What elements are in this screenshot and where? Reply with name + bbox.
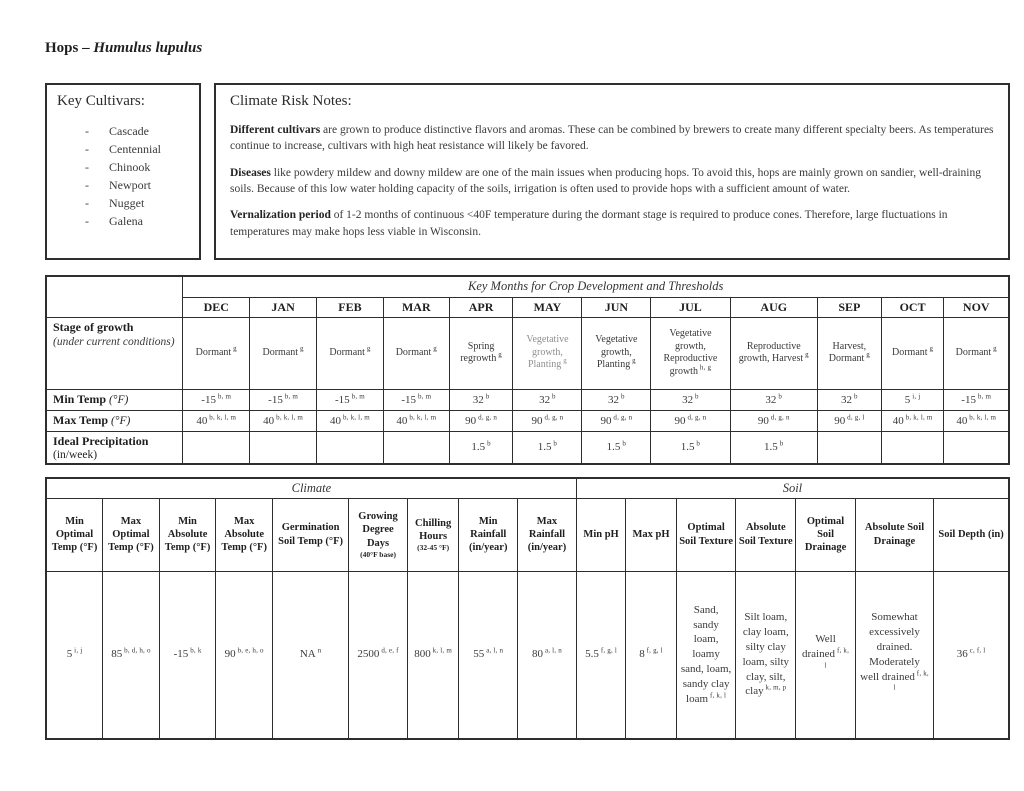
month-header: APR bbox=[449, 297, 513, 317]
column-header-text: Germination Soil Temp (°F) bbox=[278, 522, 344, 547]
dash-bullet: - bbox=[85, 214, 89, 228]
risk-note-lead: Different cultivars bbox=[230, 124, 321, 136]
month-header: JAN bbox=[250, 297, 317, 317]
cell-value: 40 bbox=[330, 414, 342, 427]
cell-footnote: f, g, l bbox=[598, 646, 618, 655]
month-value-cell bbox=[817, 317, 881, 389]
cell-value: 40 bbox=[956, 414, 968, 427]
risk-note-lead: Vernalization period bbox=[230, 209, 331, 222]
cell-footnote: b, e, h, o bbox=[235, 646, 264, 655]
cell-footnote: b, m bbox=[416, 391, 432, 400]
cell-value: 90 bbox=[757, 414, 769, 427]
table-row bbox=[46, 571, 1009, 739]
column-header-text: Min Rainfall (in/year) bbox=[468, 515, 508, 554]
data-value-cell bbox=[676, 571, 736, 739]
data-value-cell bbox=[459, 571, 518, 739]
month-value-cell bbox=[317, 410, 384, 431]
column-header-text: Max pH bbox=[632, 528, 670, 540]
cell-value: 8 bbox=[639, 648, 645, 661]
column-header-text: Absolute Soil Drainage bbox=[864, 522, 925, 547]
month-value-cell bbox=[881, 317, 944, 389]
cell-footnote: b, k, l, m bbox=[903, 412, 933, 421]
dash-bullet: - bbox=[85, 124, 89, 138]
column-header-subtext: (32-45 °F) bbox=[417, 543, 450, 553]
month-header: JUN bbox=[582, 297, 651, 317]
cell-footnote: d, g, n bbox=[542, 412, 564, 421]
month-header: NOV bbox=[944, 297, 1009, 317]
cell-footnote: d, g, n bbox=[611, 412, 633, 421]
cell-value: 55 bbox=[473, 648, 485, 661]
column-header-text: Max Optimal Temp (°F) bbox=[108, 515, 154, 554]
cell-footnote: b, k bbox=[188, 646, 202, 655]
cell-footnote: i, j bbox=[72, 646, 83, 655]
cell-footnote: b, k, l, m bbox=[407, 412, 437, 421]
cell-footnote: b bbox=[550, 391, 556, 400]
cell-footnote: i, j bbox=[910, 391, 921, 400]
data-value-cell bbox=[273, 571, 349, 739]
cell-value: 5 bbox=[904, 393, 911, 406]
month-value-cell bbox=[944, 317, 1009, 389]
cultivar-name: Chinook bbox=[109, 160, 151, 174]
list-item bbox=[57, 194, 189, 212]
top-boxes-row bbox=[45, 83, 1010, 260]
month-value-cell bbox=[183, 431, 250, 464]
column-header bbox=[518, 498, 577, 571]
column-header bbox=[576, 498, 625, 571]
cultivar-name: Newport bbox=[109, 178, 151, 192]
month-value-cell bbox=[651, 410, 730, 431]
cell-footnote: b, k, l, m bbox=[967, 412, 997, 421]
month-value-cell bbox=[449, 389, 513, 410]
cell-value: 1.5 bbox=[606, 441, 621, 454]
column-header-text: Min Optimal Temp (°F) bbox=[51, 515, 98, 554]
cell-footnote: f, k, l bbox=[893, 668, 929, 692]
risk-note-text: are grown to produce distinctive flavors and aromas. These can be combined by brewers to create many different specialty beers. As temperatures continue to increase, cultivars with high heat resistance will likely be favored. bbox=[230, 124, 994, 153]
row-label-note: (in/week) bbox=[53, 448, 98, 461]
month-value-cell bbox=[730, 317, 817, 389]
cell-footnote: d, e, f bbox=[379, 646, 399, 655]
column-header-text: Max Absolute Temp (°F) bbox=[221, 515, 267, 554]
cell-value: 5 bbox=[66, 648, 73, 661]
key-cultivars-title: Key Cultivars: bbox=[57, 93, 145, 109]
column-header bbox=[273, 498, 349, 571]
month-value-cell bbox=[817, 410, 881, 431]
cell-footnote: f, k, l bbox=[708, 691, 727, 700]
cell-value: -15 bbox=[173, 648, 189, 661]
data-value-cell bbox=[46, 571, 103, 739]
data-value-cell bbox=[796, 571, 856, 739]
cell-footnote: b, m bbox=[282, 391, 299, 400]
cell-value: 1.5 bbox=[764, 441, 778, 454]
data-value-cell bbox=[407, 571, 458, 739]
cultivar-name: Cascade bbox=[109, 124, 149, 138]
cell-value: 40 bbox=[263, 414, 275, 427]
data-value-cell bbox=[855, 571, 933, 739]
column-header-text: Absolute Soil Texture bbox=[738, 522, 793, 547]
cell-value: Harvest, Dormant bbox=[828, 340, 867, 364]
dash-bullet: - bbox=[85, 178, 89, 192]
cell-value: 36 bbox=[956, 648, 968, 661]
month-value-cell bbox=[317, 317, 384, 389]
cell-footnote: a, l, n bbox=[484, 646, 504, 655]
column-header-text: Soil Depth (in) bbox=[938, 528, 1004, 540]
month-header: JUL bbox=[651, 297, 730, 317]
cell-footnote: g bbox=[231, 344, 237, 353]
row-label bbox=[46, 317, 183, 389]
month-value-cell bbox=[317, 431, 384, 464]
data-value-cell bbox=[736, 571, 796, 739]
risk-note-text: of 1-2 months of continuous <40F temperature during the dormant stage is required to produce cones. Therefore, large fluctuations in temperatures may make hops less viable in Wisconsin. bbox=[230, 209, 948, 238]
cell-value: Dormant bbox=[329, 346, 365, 358]
month-value-cell bbox=[513, 431, 582, 464]
data-value-cell bbox=[576, 571, 625, 739]
month-value-cell bbox=[383, 389, 449, 410]
month-value-cell bbox=[651, 317, 730, 389]
column-header bbox=[796, 498, 856, 571]
risk-note-paragraph bbox=[230, 165, 994, 198]
month-value-cell bbox=[817, 431, 881, 464]
table-corner-cell bbox=[46, 276, 183, 317]
column-header-text: Optimal Soil Drainage bbox=[804, 515, 847, 554]
cell-value: 5.5 bbox=[585, 648, 599, 661]
cell-value: 1.5 bbox=[471, 441, 486, 454]
cell-footnote: d, g, n bbox=[685, 412, 707, 421]
climate-risk-notes-box bbox=[214, 83, 1010, 260]
cell-footnote: g bbox=[803, 350, 809, 359]
cell-footnote: g bbox=[927, 344, 934, 353]
cell-value: Dormant bbox=[955, 346, 992, 358]
data-value-cell bbox=[216, 571, 273, 739]
cell-value: Dormant bbox=[395, 346, 432, 358]
cell-footnote: c, f, l bbox=[967, 646, 986, 655]
month-value-cell bbox=[944, 431, 1009, 464]
section-header: Climate bbox=[46, 478, 576, 498]
list-item bbox=[57, 158, 189, 176]
cultivar-name: Centennial bbox=[109, 142, 161, 156]
month-value-cell bbox=[250, 317, 317, 389]
month-value-cell bbox=[250, 431, 317, 464]
month-value-cell bbox=[944, 410, 1009, 431]
data-value-cell bbox=[349, 571, 408, 739]
month-header: MAY bbox=[513, 297, 582, 317]
cell-footnote: g bbox=[298, 344, 304, 353]
cell-footnote: b bbox=[483, 391, 490, 400]
cell-value: Dormant bbox=[892, 346, 928, 358]
cell-value: Vegetative growth, Planting bbox=[526, 334, 569, 371]
month-value-cell bbox=[183, 389, 250, 410]
risk-note-paragraph bbox=[230, 207, 994, 240]
cell-value: Silt loam, clay loam, silty clay loam, silty clay, silt, clay bbox=[742, 611, 790, 698]
month-value-cell bbox=[730, 410, 817, 431]
list-item bbox=[57, 122, 189, 140]
cell-footnote: g bbox=[561, 356, 567, 365]
cell-footnote: b, m bbox=[975, 391, 992, 400]
cell-value: -15 bbox=[335, 393, 350, 406]
cell-value: 40 bbox=[196, 414, 208, 427]
cell-footnote: b bbox=[485, 439, 491, 448]
month-value-cell bbox=[383, 431, 449, 464]
column-header bbox=[159, 498, 216, 571]
column-header bbox=[103, 498, 160, 571]
cell-value: 32 bbox=[765, 393, 777, 406]
cell-footnote: k, m, p bbox=[763, 683, 787, 692]
risk-note-lead: Diseases bbox=[230, 166, 271, 179]
cultivar-name: Galena bbox=[109, 214, 143, 228]
cell-value: Somewhat excessively drained. Moderately well drained bbox=[860, 611, 920, 683]
month-value-cell bbox=[881, 410, 944, 431]
cell-footnote: b bbox=[777, 439, 784, 448]
month-value-cell bbox=[449, 317, 513, 389]
cell-footnote: f, k, l bbox=[824, 646, 850, 670]
cell-footnote: b, m bbox=[215, 391, 232, 400]
crop-name: Hops – bbox=[45, 40, 94, 56]
month-header: MAR bbox=[383, 297, 449, 317]
month-value-cell bbox=[183, 317, 250, 389]
row-label bbox=[46, 389, 183, 410]
climate-soil-table bbox=[45, 477, 1010, 740]
cell-value: -15 bbox=[201, 393, 216, 406]
list-item bbox=[57, 176, 189, 194]
column-header bbox=[349, 498, 408, 571]
cell-footnote: g bbox=[630, 356, 636, 365]
cell-value: 40 bbox=[892, 414, 904, 427]
dash-bullet: - bbox=[85, 196, 89, 210]
column-header-text: Min Absolute Temp (°F) bbox=[164, 515, 211, 554]
month-value-cell bbox=[881, 389, 944, 410]
month-header: DEC bbox=[183, 297, 250, 317]
page-content bbox=[45, 40, 1010, 740]
cell-footnote: b bbox=[693, 391, 699, 400]
month-value-cell bbox=[651, 389, 730, 410]
month-value-cell bbox=[383, 317, 449, 389]
cell-footnote: b, d, h, o bbox=[122, 646, 151, 655]
dash-bullet: - bbox=[85, 142, 89, 156]
row-label-note: (°F) bbox=[109, 394, 129, 406]
column-header-text: Chilling Hours bbox=[415, 517, 452, 542]
cell-value: 32 bbox=[841, 393, 853, 406]
column-header bbox=[626, 498, 676, 571]
cell-value: 90 bbox=[531, 414, 543, 427]
month-value-cell bbox=[730, 389, 817, 410]
cell-footnote: f, g, l bbox=[644, 646, 663, 655]
cell-footnote: d, g, n bbox=[768, 412, 790, 421]
cell-footnote: b bbox=[551, 439, 558, 448]
month-value-cell bbox=[513, 389, 582, 410]
month-value-cell bbox=[250, 389, 317, 410]
cell-footnote: g bbox=[864, 350, 870, 359]
cell-value: 85 bbox=[111, 648, 123, 661]
month-value-cell bbox=[183, 410, 250, 431]
row-label-text: Ideal Precipitation bbox=[53, 433, 149, 448]
table-row bbox=[46, 389, 1009, 410]
cell-footnote: b bbox=[619, 391, 625, 400]
row-label-note: (under current conditions) bbox=[53, 335, 175, 348]
cell-footnote: g bbox=[431, 344, 437, 353]
cell-value: 2500 bbox=[357, 648, 380, 661]
cell-footnote: d, g, n bbox=[476, 412, 498, 421]
month-value-cell bbox=[817, 389, 881, 410]
cell-value: 1.5 bbox=[680, 441, 695, 454]
data-value-cell bbox=[518, 571, 577, 739]
row-label bbox=[46, 410, 183, 431]
table-title: Key Months for Crop Development and Thresholds bbox=[183, 276, 1009, 297]
list-item bbox=[57, 212, 189, 230]
climate-risk-notes-title: Climate Risk Notes: bbox=[230, 93, 352, 109]
month-header: SEP bbox=[817, 297, 881, 317]
cell-footnote: b bbox=[852, 391, 858, 400]
column-header bbox=[676, 498, 736, 571]
risk-notes-paragraphs bbox=[230, 122, 994, 240]
scientific-name: Humulus lupulus bbox=[93, 40, 203, 56]
cell-value: Reproductive growth, Harvest bbox=[738, 340, 804, 364]
cell-value: 32 bbox=[472, 393, 484, 406]
cell-value: Well drained bbox=[802, 633, 836, 661]
month-header: FEB bbox=[317, 297, 384, 317]
row-label-note: (°F) bbox=[111, 415, 131, 427]
cell-footnote: g bbox=[364, 344, 371, 353]
cultivars-list bbox=[57, 122, 189, 230]
cell-footnote: n bbox=[315, 646, 322, 655]
cell-footnote: b bbox=[776, 391, 783, 400]
cell-value: 90 bbox=[834, 414, 846, 427]
cell-footnote: k, l, m bbox=[430, 646, 452, 655]
month-value-cell bbox=[582, 317, 651, 389]
column-header bbox=[736, 498, 796, 571]
cell-footnote: h, g bbox=[697, 363, 712, 372]
table-row bbox=[46, 431, 1009, 464]
cultivar-name: Nugget bbox=[109, 196, 145, 210]
month-value-cell bbox=[513, 317, 582, 389]
month-value-cell bbox=[449, 431, 513, 464]
cell-value: 90 bbox=[465, 414, 477, 427]
cell-value: 90 bbox=[674, 414, 686, 427]
cell-value: Sand, sandy loam, loamy sand, loam, sandy clay loam bbox=[680, 603, 732, 705]
cell-value: -15 bbox=[961, 393, 976, 406]
key-cultivars-box bbox=[45, 83, 201, 260]
table-row bbox=[46, 410, 1009, 431]
cell-footnote: g bbox=[496, 350, 502, 359]
cell-value: -15 bbox=[401, 393, 417, 406]
cell-value: 1.5 bbox=[537, 441, 552, 454]
month-value-cell bbox=[582, 431, 651, 464]
month-value-cell bbox=[582, 410, 651, 431]
column-header bbox=[46, 498, 103, 571]
data-value-cell bbox=[626, 571, 676, 739]
cell-value: Vegetative growth, Reproductive growth bbox=[663, 328, 718, 377]
month-value-cell bbox=[317, 389, 384, 410]
cell-value: 800 bbox=[414, 648, 431, 661]
list-item bbox=[57, 140, 189, 158]
column-header bbox=[459, 498, 518, 571]
cell-value: 80 bbox=[532, 648, 543, 661]
cell-value: Dormant bbox=[195, 346, 232, 358]
column-header bbox=[855, 498, 933, 571]
month-value-cell bbox=[582, 389, 651, 410]
data-value-cell bbox=[159, 571, 216, 739]
cell-footnote: b bbox=[694, 439, 701, 448]
cell-footnote: b, k, l, m bbox=[341, 412, 370, 421]
cell-value: 32 bbox=[539, 393, 551, 406]
column-header-text: Min pH bbox=[583, 528, 619, 540]
dash-bullet: - bbox=[85, 160, 89, 174]
cell-footnote: b, m bbox=[349, 391, 365, 400]
column-header-text: Max Rainfall (in/year) bbox=[527, 515, 567, 554]
month-value-cell bbox=[449, 410, 513, 431]
cell-footnote: b, k, l, m bbox=[274, 412, 304, 421]
cell-footnote: b bbox=[620, 439, 627, 448]
cell-value: NA bbox=[299, 648, 316, 661]
cell-footnote: g bbox=[991, 344, 997, 353]
cell-value: 32 bbox=[682, 393, 694, 406]
row-label bbox=[46, 431, 183, 464]
cell-value: 32 bbox=[608, 393, 620, 406]
column-header-text: Optimal Soil Texture bbox=[679, 522, 733, 547]
risk-note-paragraph bbox=[230, 122, 994, 155]
cell-value: -15 bbox=[268, 393, 283, 406]
month-header: OCT bbox=[881, 297, 944, 317]
cell-value: 90 bbox=[600, 414, 612, 427]
month-value-cell bbox=[383, 410, 449, 431]
month-value-cell bbox=[250, 410, 317, 431]
month-value-cell bbox=[651, 431, 730, 464]
cell-footnote: d, g, l bbox=[845, 412, 865, 421]
column-header bbox=[934, 498, 1009, 571]
row-label-text: Min Temp bbox=[53, 392, 110, 406]
month-value-cell bbox=[513, 410, 582, 431]
cell-value: 40 bbox=[396, 414, 408, 427]
month-value-cell bbox=[881, 431, 944, 464]
cell-footnote: a, l, n bbox=[543, 646, 562, 655]
column-header-text: Growing Degree Days bbox=[358, 511, 398, 549]
cell-value: Vegetative growth, Planting bbox=[595, 334, 638, 371]
cell-value: Dormant bbox=[262, 346, 299, 358]
month-value-cell bbox=[730, 431, 817, 464]
section-header: Soil bbox=[576, 478, 1009, 498]
cell-value: 90 bbox=[224, 648, 236, 661]
cell-value: Spring regrowth bbox=[460, 340, 497, 364]
column-header bbox=[216, 498, 273, 571]
data-value-cell bbox=[103, 571, 160, 739]
month-header: AUG bbox=[730, 297, 817, 317]
cell-footnote: b, k, l, m bbox=[207, 412, 237, 421]
column-header bbox=[407, 498, 458, 571]
row-label-text: Stage of growth bbox=[53, 319, 134, 334]
row-label-text: Max Temp bbox=[53, 413, 112, 427]
risk-note-text: like powdery mildew and downy mildew are one of the main issues when producing hops. To avoid this, hops are mainly grown on sandier, well-draining soils. Because of this low water holding capacity of the soils, irrigation is often used to provide hops with a sufficient amount of water. bbox=[230, 166, 981, 195]
month-value-cell bbox=[944, 389, 1009, 410]
column-header-subtext: (40°F base) bbox=[360, 549, 396, 559]
table-row bbox=[46, 317, 1009, 389]
page-title bbox=[45, 40, 1010, 57]
key-months-table bbox=[45, 275, 1010, 465]
data-value-cell bbox=[934, 571, 1009, 739]
